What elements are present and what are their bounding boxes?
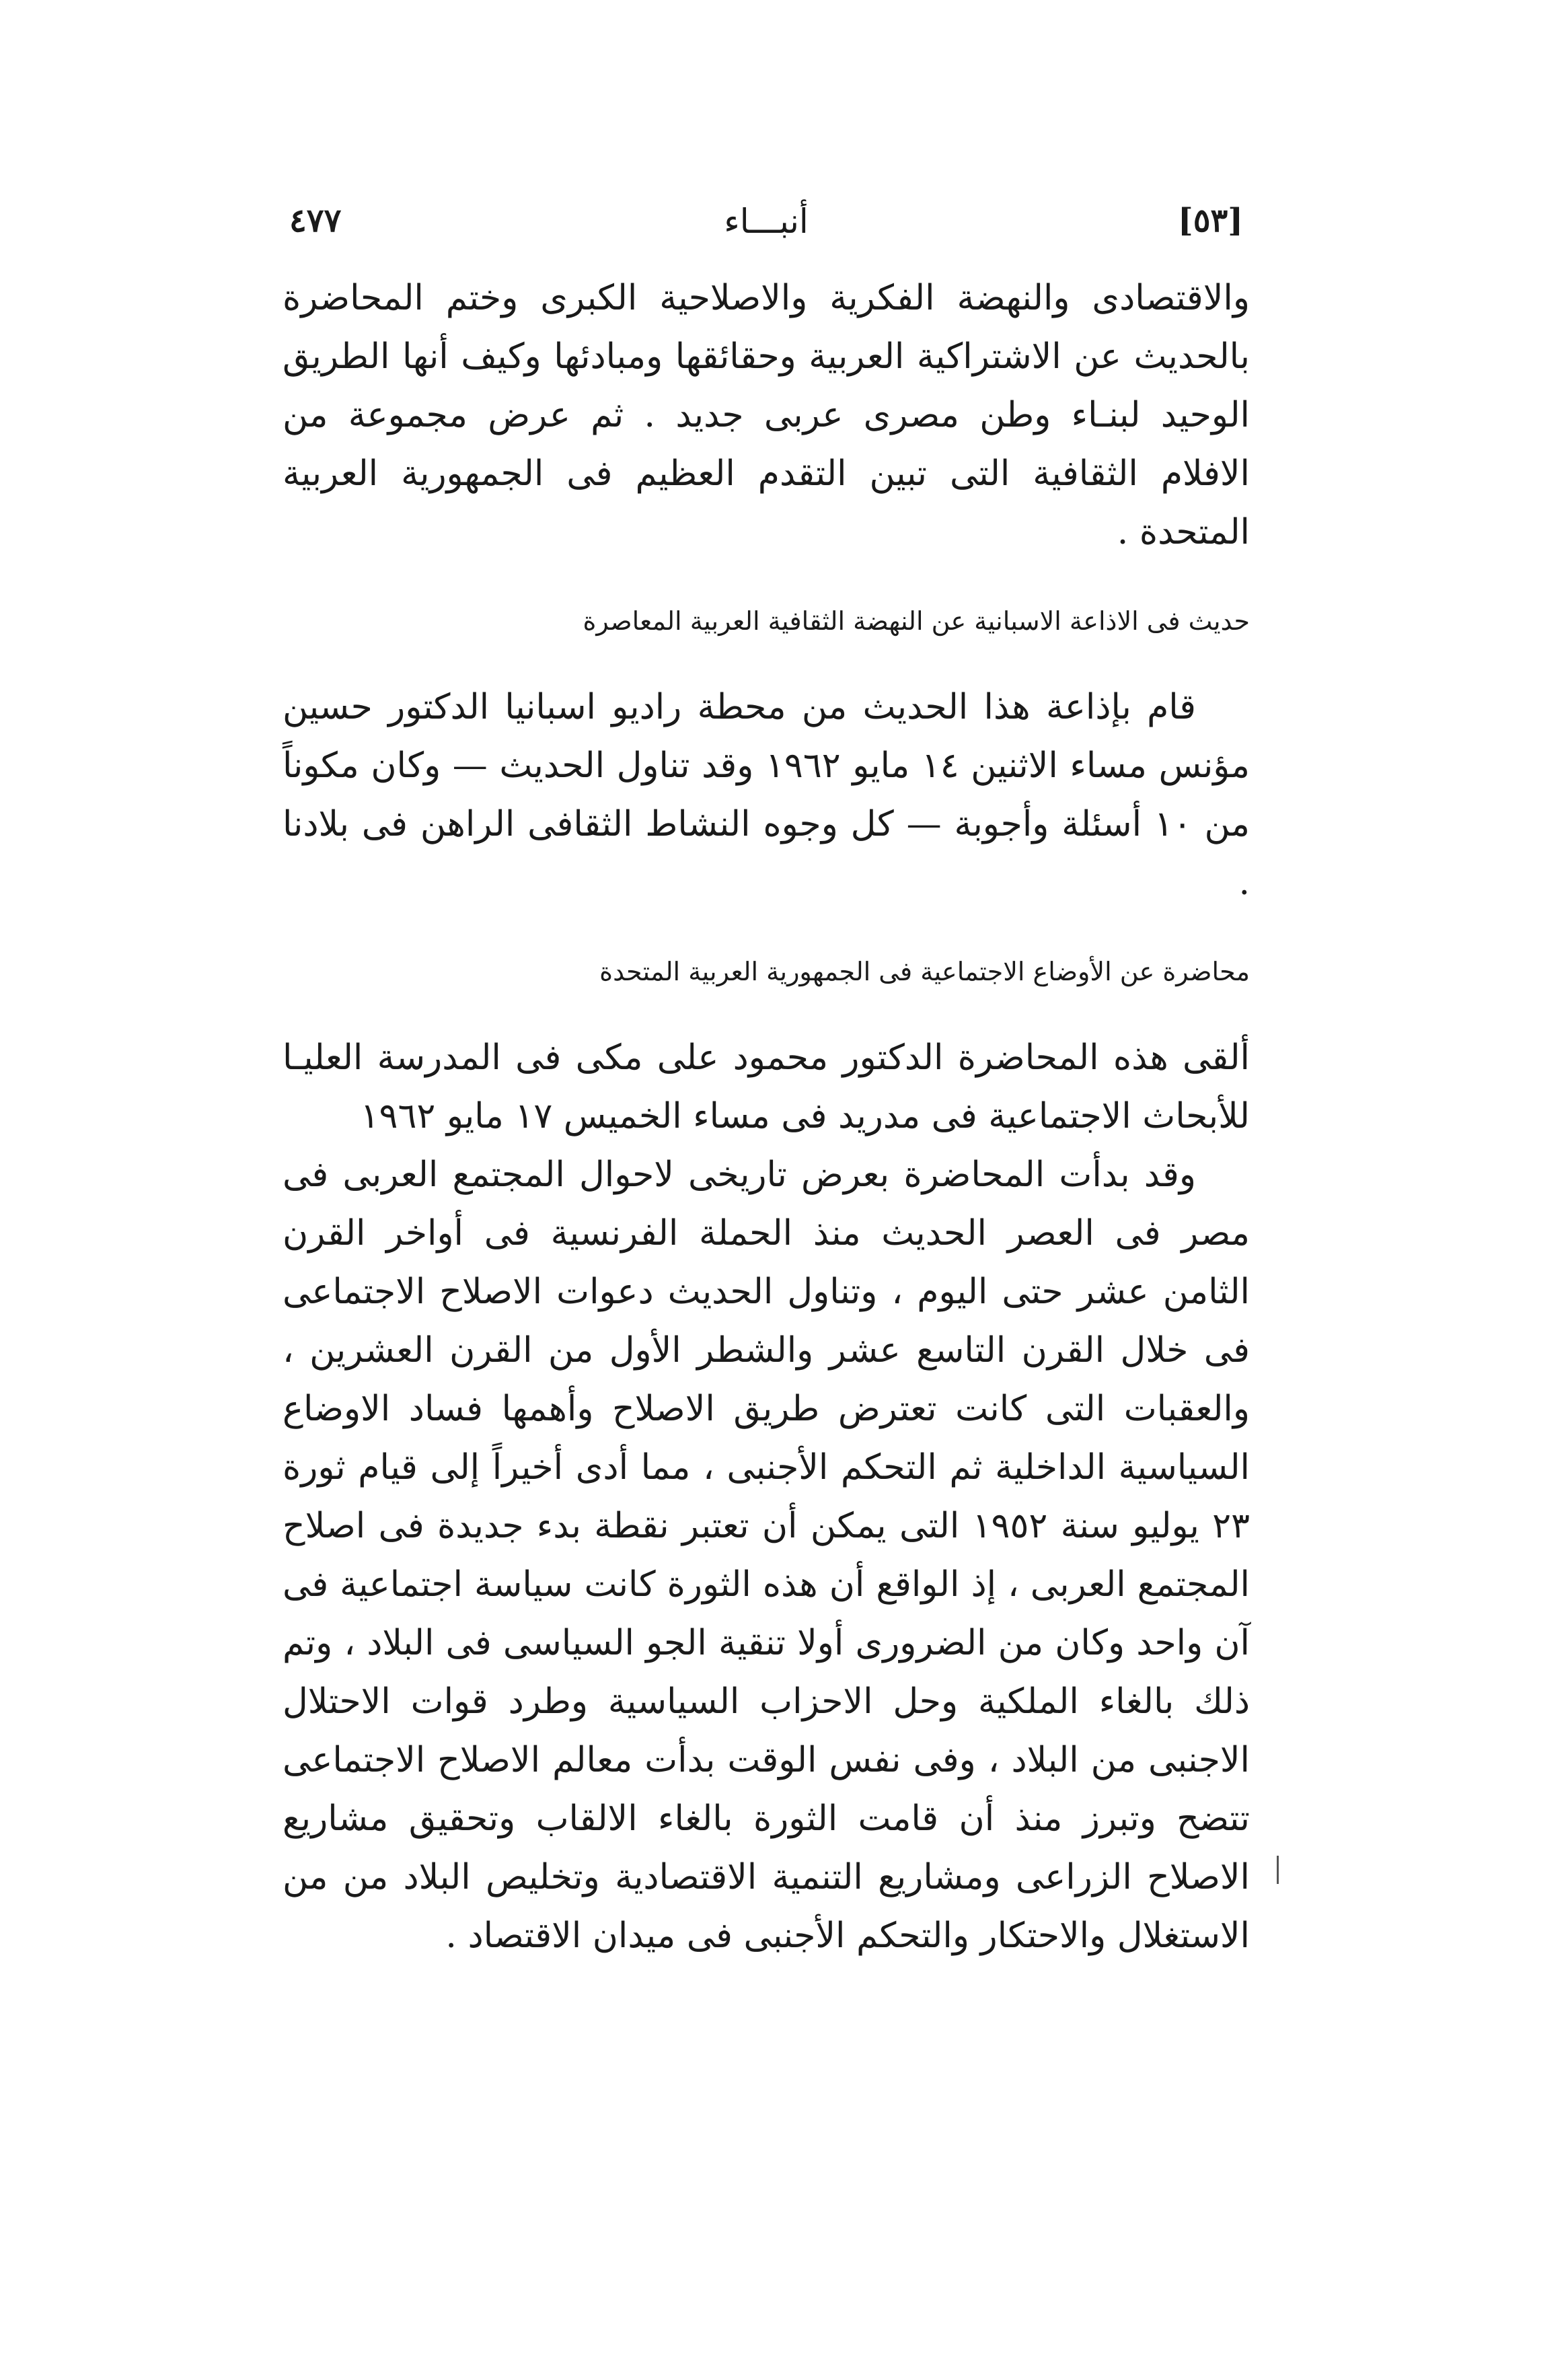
paragraph: وقد بدأت المحاضرة بعرض تاريخى لاحوال المجتمع العربى فى مصر فى العصر الحديث منذ الحملة الفرنسية فى أواخر القرن الثامن عشر حتى اليوم ، وتناول الحديث دعوات الاصلاح الاجتماعى فى خلال القرن التاسع عشر والشطر الأول من القرن العشرين ، والعقبات التى كانت تعترض طريق الاصلاح وأهمها فساد الاوضاع السياسية الداخلية ثم التحكم الأجنبى ، مما أدى أخيراً إلى قيام ثورة ٢٣ يوليو سنة ١٩٥٢ التى يمكن أن تعتبر نقطة بدء جديدة فى اصلاح المجتمع العربى ، إذ الواقع أن هذه الثورة كانت سياسة اجتماعية فى آن واحد وكان من الضرورى أولا تنقية الجو السياسى فى البلاد ، وتم ذلك بالغاء الملكية وحل الاحزاب السياسية وطرد قوات الاحتلال الاجنبى من البلاد ، وفى نفس الوقت بدأت معالم الاصلاح الاجتماعى تتضح وتبرز منذ أن قامت الثورة بالغاء الالقاب وتحقيق مشاريع الاصلاح الزراعى ومشاريع التنمية الاقتصادية وتخليص البلاد من من الاستغلال والاحتكار والتحكم الأجنبى فى ميدان الاقتصاد . [283, 1155, 1250, 1956]
spacer [283, 641, 1250, 678]
paragraph: والاقتصادى والنهضة الفكرية والاصلاحية الكبرى وختم المحاضرة بالحديث عن الاشتراكية العربية وحقائقها ومبادئها وكيف أنها الطريق الوحيد لبنـاء وطن مصرى عربى جديد . ثم عرض مجموعة من الافلام الثقافية التى تبين التقدم العظيم فى الجمهورية العربية المتحدة . [283, 278, 1250, 552]
paragraph: ألقى هذه المحاضرة الدكتور محمود على مكى فى المدرسة العليـا للأبحاث الاجتماعية فى مدريد فى مساء الخميس ١٧ مايو ١٩٦٢ [283, 1038, 1250, 1136]
spacer [283, 562, 1250, 601]
spacer [283, 912, 1250, 951]
margin-mark [1277, 1856, 1279, 1884]
page-header [289, 202, 1243, 256]
section-heading: حديث فى الاذاعة الاسبانية عن النهضة الثقافية العربية المعاصرة [583, 606, 1250, 636]
page-body [283, 269, 1250, 1965]
section-heading: محاضرة عن الأوضاع الاجتماعية فى الجمهورية العربية المتحدة [599, 957, 1250, 986]
running-title: أنبـــاء [724, 202, 809, 241]
page-number: ٤٧٧ [289, 202, 342, 240]
paragraph: قام بإذاعة هذا الحديث من محطة راديو اسبانيا الدكتور حسين مؤنس مساء الاثنين ١٤ مايو ١٩٦٢ وقد تناول الحديث — وكان مكوناً من ١٠ أسئلة وأجوبة — كل وجوه النشاط الثقافى الراهن فى بلادنا . [283, 687, 1250, 903]
spacer [283, 992, 1250, 1029]
section-number: [٥٣] [1178, 202, 1243, 240]
